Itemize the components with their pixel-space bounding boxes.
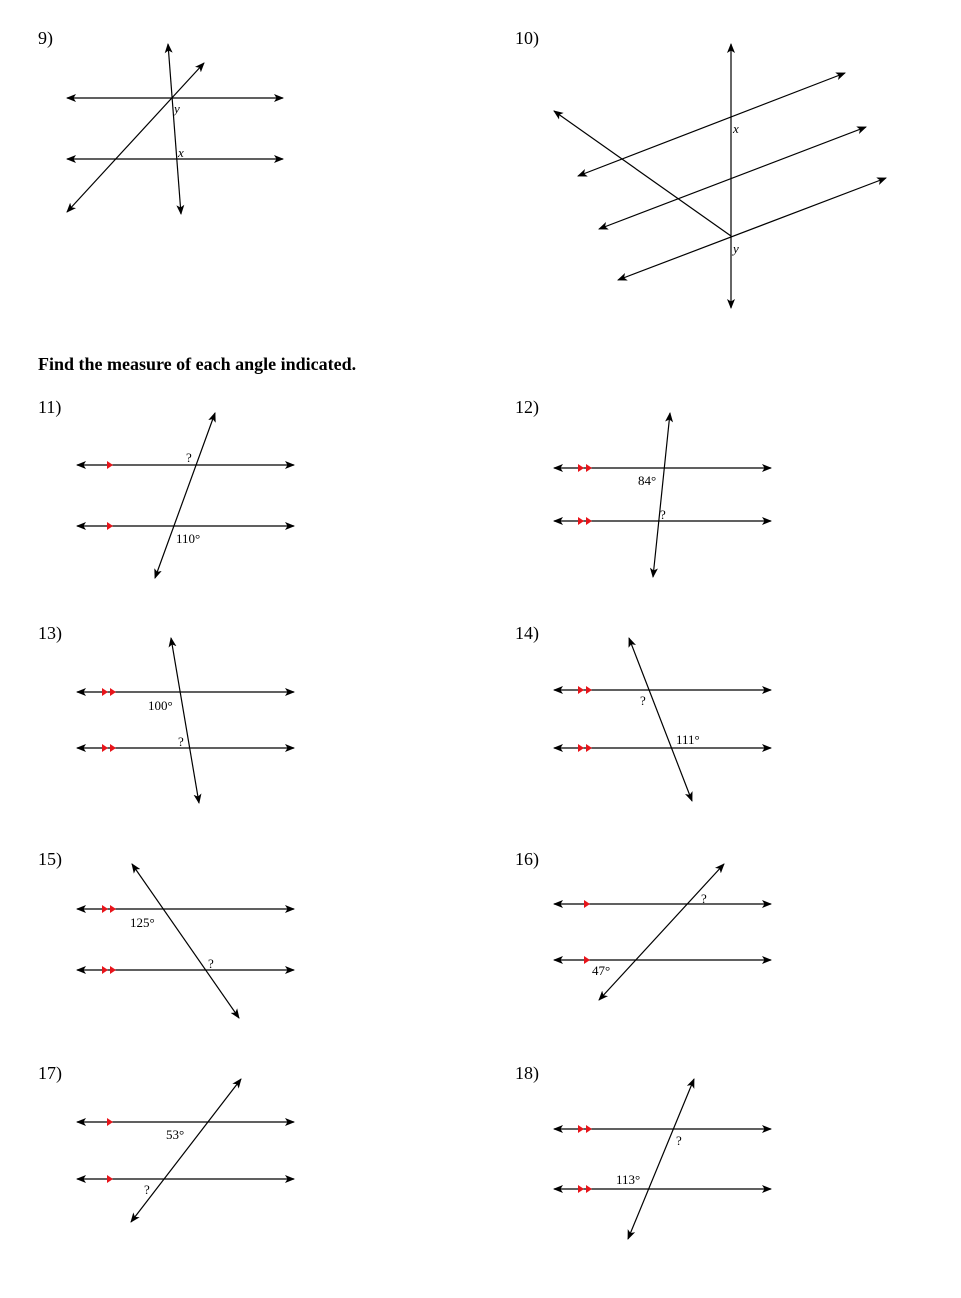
parallel-marker xyxy=(110,744,116,752)
angle-label: ? xyxy=(186,450,192,465)
parallel-marker xyxy=(107,1118,113,1126)
problem-number-17: 17) xyxy=(38,1063,62,1083)
parallel-line xyxy=(618,178,886,280)
problem-number-10: 10) xyxy=(515,28,539,48)
parallel-marker xyxy=(102,905,108,913)
angle-label: 53° xyxy=(166,1127,185,1142)
figure-15 xyxy=(77,864,294,1018)
parallel-marker xyxy=(110,905,116,913)
figure-11 xyxy=(77,413,294,578)
transversal xyxy=(171,638,199,803)
transversal xyxy=(131,1079,241,1222)
parallel-marker xyxy=(578,1125,584,1133)
figure-16 xyxy=(554,864,771,1000)
parallel-marker xyxy=(578,517,584,525)
transversal xyxy=(168,44,181,214)
transversal xyxy=(67,63,204,212)
angle-label: x xyxy=(733,121,739,136)
parallel-marker xyxy=(586,464,592,472)
angle-label: y xyxy=(174,101,180,116)
parallel-marker xyxy=(586,744,592,752)
problem-number-15: 15) xyxy=(38,849,62,869)
parallel-line xyxy=(578,73,845,176)
figure-12 xyxy=(554,413,771,577)
figure-13 xyxy=(77,638,294,803)
angle-label: x xyxy=(178,145,184,160)
angle-label: ? xyxy=(178,734,184,749)
angle-label: 47° xyxy=(592,963,611,978)
parallel-marker xyxy=(584,956,590,964)
parallel-marker xyxy=(586,1125,592,1133)
parallel-marker xyxy=(107,1175,113,1183)
parallel-marker xyxy=(107,522,113,530)
section-instruction: Find the measure of each angle indicated. xyxy=(38,354,357,374)
figure-18 xyxy=(554,1079,771,1239)
parallel-marker xyxy=(107,461,113,469)
angle-label: 100° xyxy=(148,698,173,713)
parallel-marker xyxy=(102,744,108,752)
angle-label: y xyxy=(733,241,739,256)
transversal xyxy=(628,1079,694,1239)
angle-label: ? xyxy=(144,1182,150,1197)
problem-number-13: 13) xyxy=(38,623,62,643)
parallel-marker xyxy=(110,966,116,974)
angle-label: 113° xyxy=(616,1172,641,1187)
angle-label: 125° xyxy=(130,915,155,930)
parallel-marker xyxy=(584,900,590,908)
transversal xyxy=(599,864,724,1000)
angle-label: 84° xyxy=(638,473,657,488)
problem-number-12: 12) xyxy=(515,397,539,417)
figure-14 xyxy=(554,638,771,801)
angle-label: ? xyxy=(640,693,646,708)
transversal xyxy=(155,413,215,578)
figure-9 xyxy=(67,44,283,214)
angle-label: ? xyxy=(208,956,214,971)
transversal xyxy=(554,111,731,236)
transversal xyxy=(653,413,670,577)
angle-label: ? xyxy=(660,507,666,522)
problem-number-11: 11) xyxy=(38,397,62,417)
parallel-line xyxy=(599,127,866,229)
parallel-marker xyxy=(586,517,592,525)
parallel-marker xyxy=(102,688,108,696)
parallel-marker xyxy=(110,688,116,696)
problem-number-9: 9) xyxy=(38,28,53,48)
figure-10 xyxy=(554,44,886,308)
angle-label: ? xyxy=(676,1133,682,1148)
parallel-marker xyxy=(578,686,584,694)
figure-17 xyxy=(77,1079,294,1222)
parallel-marker xyxy=(586,686,592,694)
problem-number-18: 18) xyxy=(515,1063,539,1083)
angle-label: 111° xyxy=(676,732,700,747)
parallel-marker xyxy=(102,966,108,974)
transversal xyxy=(629,638,692,801)
angle-label: ? xyxy=(701,891,707,906)
problem-number-16: 16) xyxy=(515,849,539,869)
transversal xyxy=(132,864,239,1018)
parallel-marker xyxy=(578,744,584,752)
parallel-marker xyxy=(578,1185,584,1193)
parallel-marker xyxy=(586,1185,592,1193)
problem-number-14: 14) xyxy=(515,623,539,643)
angle-label: 110° xyxy=(176,531,201,546)
parallel-marker xyxy=(578,464,584,472)
